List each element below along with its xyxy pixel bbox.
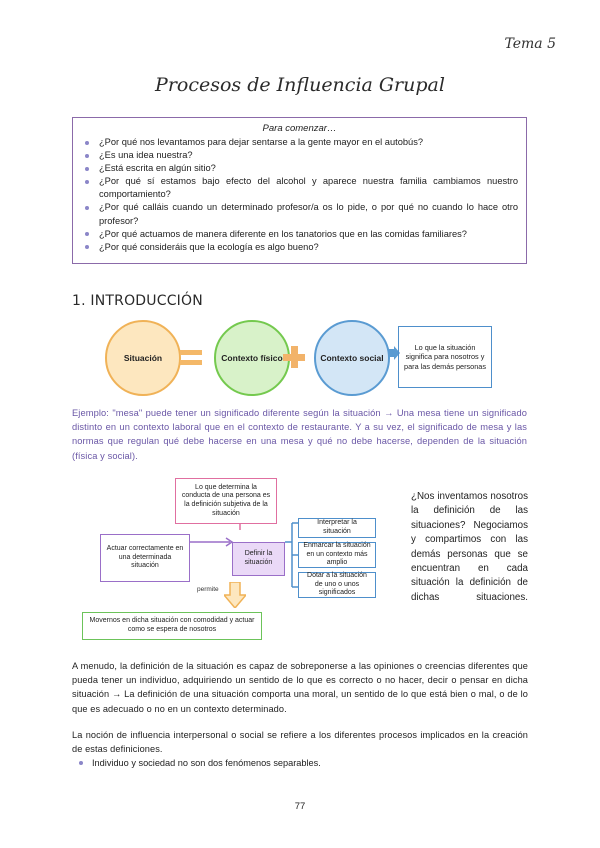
intro-box bbox=[72, 117, 527, 264]
equals-sign-bottom bbox=[180, 360, 202, 365]
paragraph-influence: La noción de influencia interpersonal o social se refiere a los diferentes procesos implicados en la creación de estas definiciones. bbox=[72, 730, 528, 755]
list-item: ¿Es una idea nuestra? bbox=[81, 149, 518, 162]
question-list bbox=[81, 136, 518, 254]
result-box: Lo que la situación significa para nosotros y para las demás personas bbox=[398, 326, 492, 388]
actuar-box: Actuar correctamente en una determinada situación bbox=[100, 534, 190, 582]
tema-label: Tema 5 bbox=[504, 36, 556, 52]
page-title: Procesos de Influencia Grupal bbox=[155, 74, 445, 96]
movernos-box: Movernos en dicha situación con comodidad y actuar como se espera de nosotros bbox=[82, 612, 262, 640]
example-paragraph: Ejemplo: "mesa" puede tener un significado diferente según la situación → Una mesa tiene un significado distinto en un contexto laboral que en el contexto de restaurante. Y a su vez, el significado de mesa y las normas que regulan qué debe hacerse en una mesa y qué no debe hacerse, dependen de la situación (física y social). bbox=[72, 408, 527, 461]
contexto-fisico-circle: Contexto físico bbox=[214, 320, 290, 396]
list-item: ¿Por qué calláis cuando un determinado profesor/a os lo pide, o por qué no cuando lo hace otro profesor? bbox=[81, 201, 518, 227]
list-item: ¿Por qué nos levantamos para dejar sentarse a la gente mayor en el autobús? bbox=[81, 136, 518, 149]
arrow-down-icon bbox=[224, 582, 246, 608]
enmarcar-box: Enmarcar la situación en un contexto más amplio bbox=[298, 542, 376, 568]
contexto-social-circle: Contexto social bbox=[314, 320, 390, 396]
definition-box: Lo que determina la conducta de una persona es la definición subjetiva de la situación bbox=[175, 478, 277, 524]
situacion-circle: Situación bbox=[105, 320, 181, 396]
dotar-box: Dotar a la situación de uno o unos significados bbox=[298, 572, 376, 598]
side-question-text: ¿Nos inventamos nosotros la definición de las situaciones? Negociamos y compartimos con las demás personas que se encuentran en cada situación la definición de dichas situaciones. bbox=[411, 491, 528, 603]
list-item: ¿Por qué sí estamos bajo efecto del alcohol y aparece nuestra familia cambiamos nuestro comportamiento? bbox=[81, 175, 518, 201]
equals-sign-top bbox=[180, 350, 202, 355]
page-number: 77 bbox=[294, 801, 306, 812]
definir-box: Definir la situación bbox=[232, 542, 285, 576]
section-title: 1. INTRODUCCIÓN bbox=[72, 293, 203, 309]
paragraph-definition: A menudo, la definición de la situación es capaz de sobreponerse a las opiniones o creencias diferentes que pueda tener un individuo, adquiriendo un sentido de lo que es correcto o no hacer, decir o pensar en dicha situación → La definición de una situación comporta una moral, un sentido de lo que está bien o mal, o de lo que es adecuado o no en un contexto determinado. bbox=[72, 661, 528, 714]
bullet-item: Individuo y sociedad no son dos fenómenos separables. bbox=[72, 756, 321, 770]
list-item: ¿Por qué consideráis que la ecología es algo bueno? bbox=[81, 241, 518, 254]
interpretar-box: Interpretar la situación bbox=[298, 518, 376, 538]
list-item: ¿Por qué actuamos de manera diferente en los tanatorios que en las comidas familiares? bbox=[81, 228, 518, 241]
permite-label: permite bbox=[197, 586, 219, 593]
intro-heading: Para comenzar… bbox=[262, 123, 337, 134]
list-item: ¿Está escrita en algún sitio? bbox=[81, 162, 518, 175]
plus-sign-vertical bbox=[291, 346, 298, 368]
